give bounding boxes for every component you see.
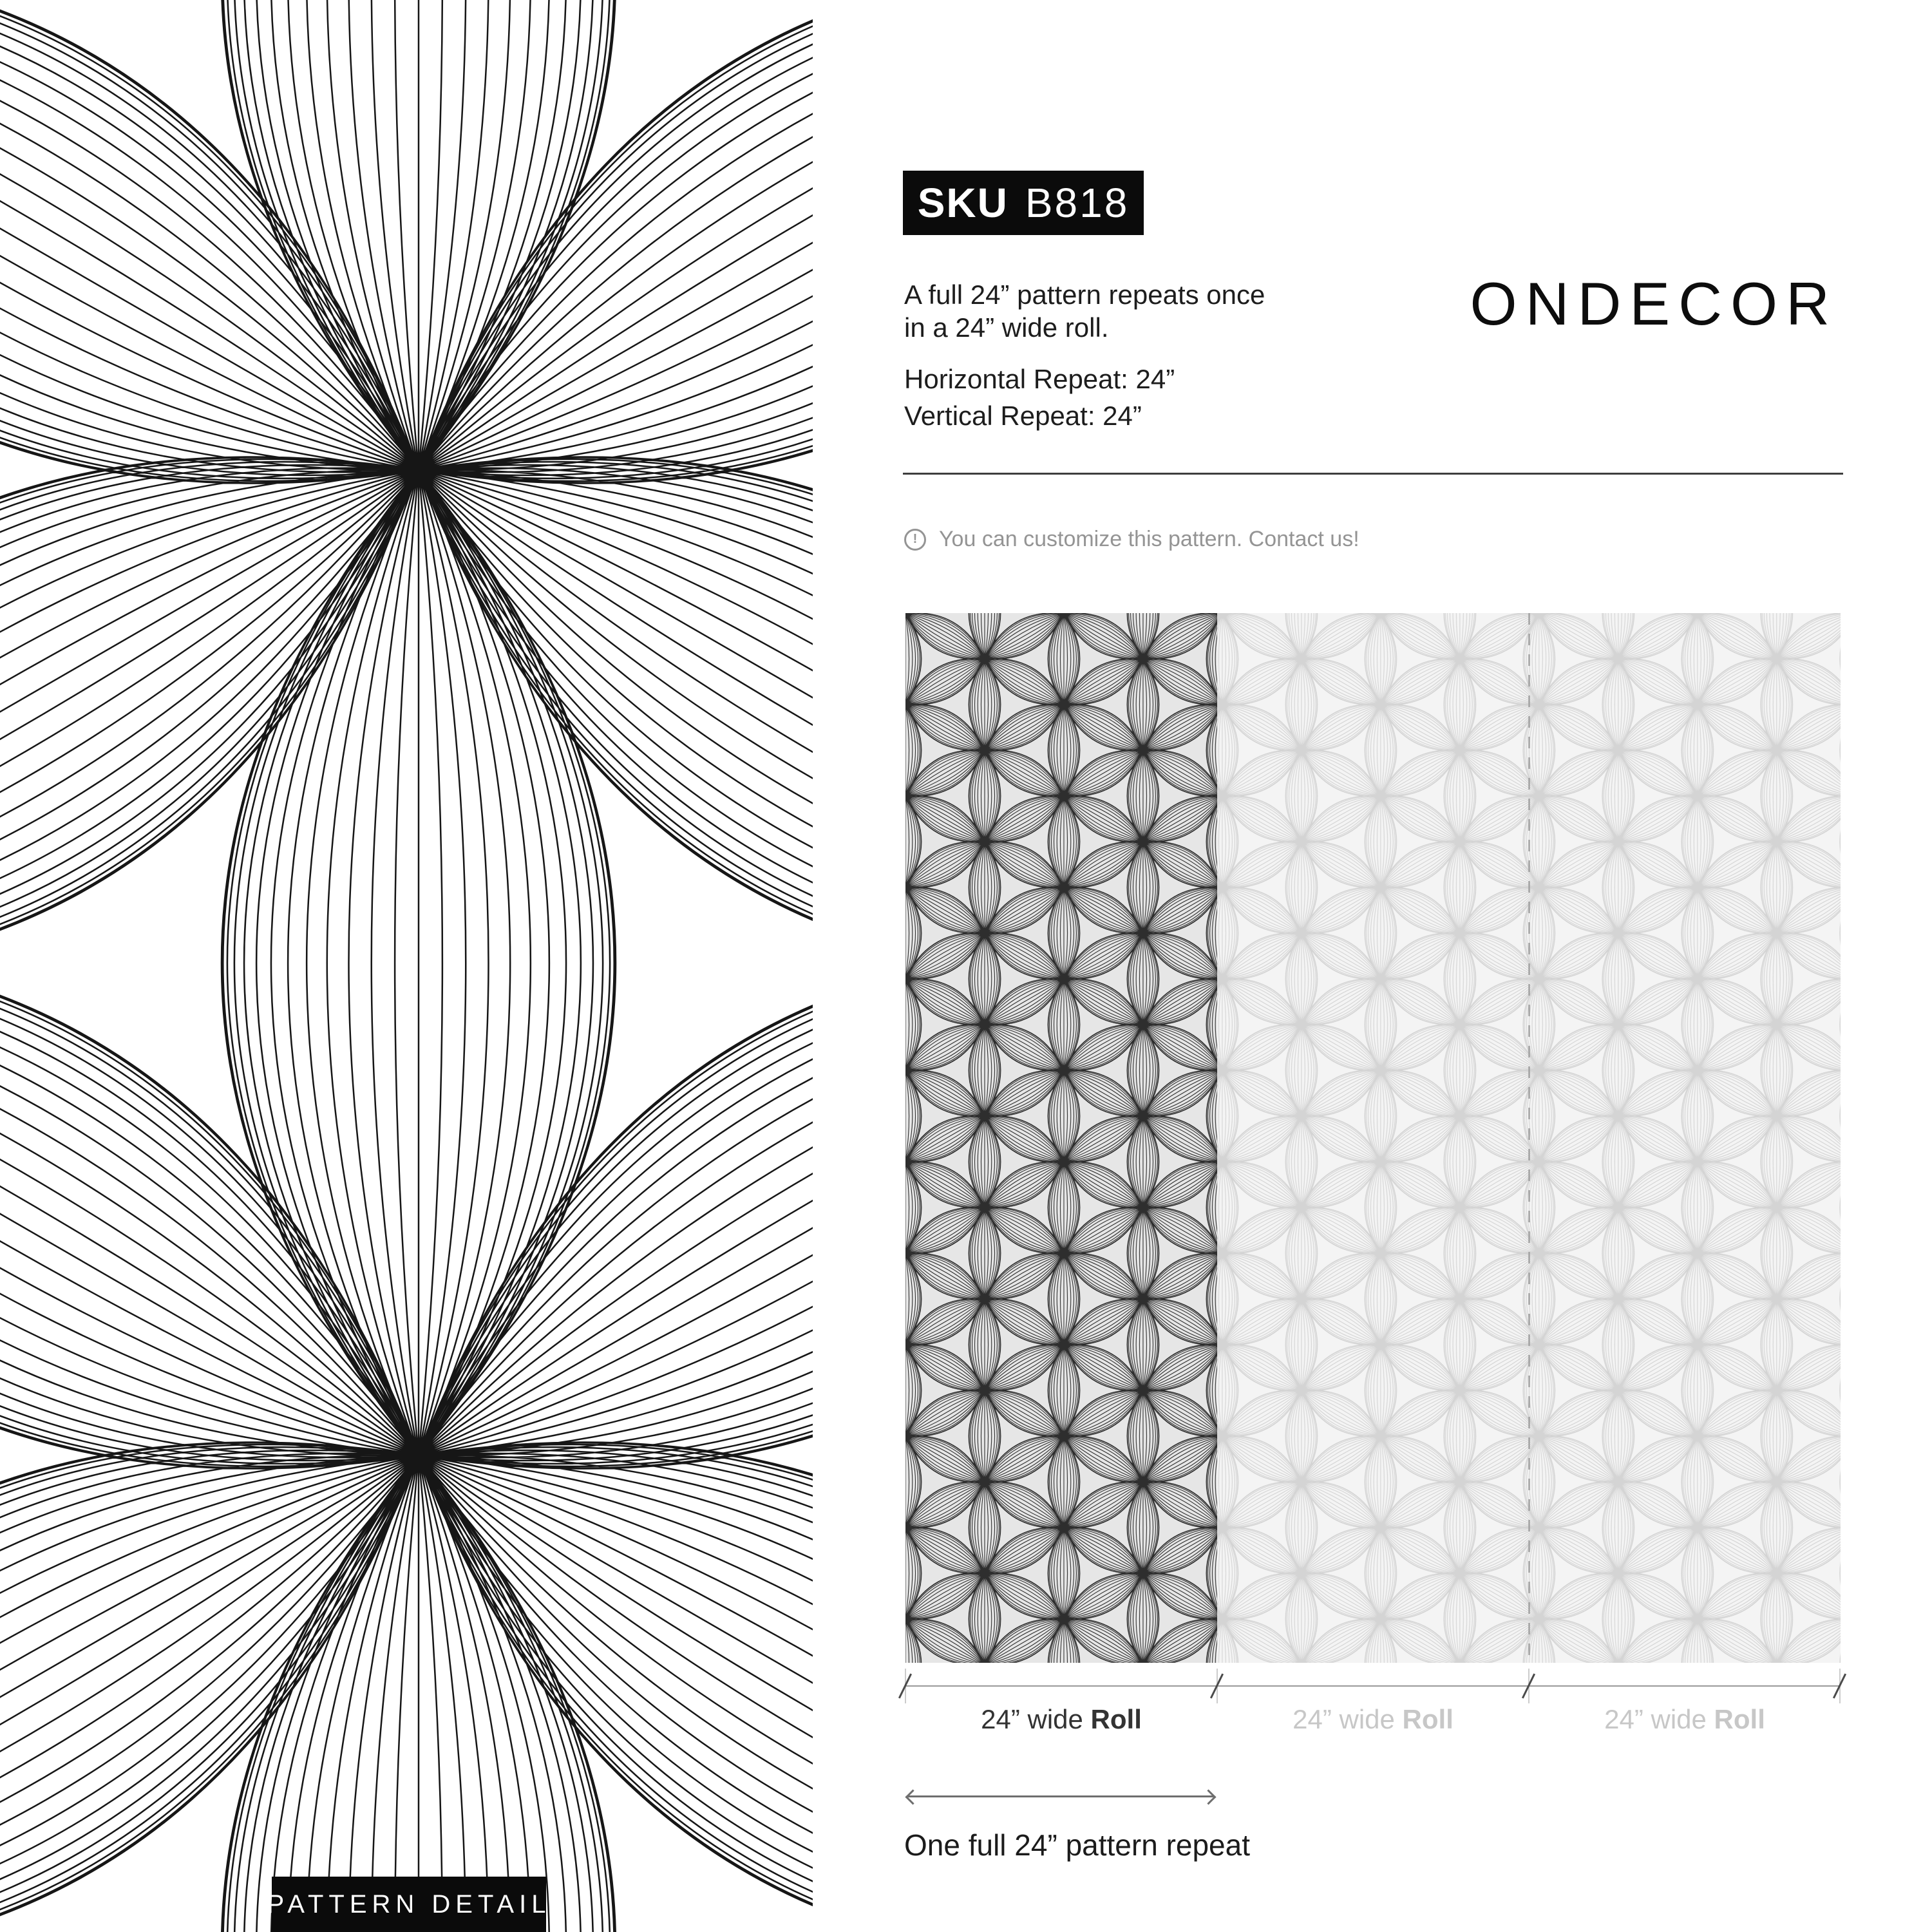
customize-notice-text: You can customize this pattern. Contact us! (939, 527, 1359, 551)
sku-label: SKU (917, 180, 1009, 226)
roll-label-3-prefix: 24” wide (1604, 1704, 1714, 1734)
repeat-description-line2: in a 24” wide roll. (904, 312, 1109, 343)
roll-label-2 (1217, 1704, 1529, 1735)
repeat-specs (904, 361, 1175, 434)
roll-label-3 (1529, 1704, 1841, 1735)
repeat-width-arrow (907, 1790, 1215, 1802)
divider-line (903, 473, 1843, 475)
roll-preview (905, 613, 1841, 1663)
sku-badge (903, 171, 1144, 235)
repeat-description (904, 278, 1265, 344)
roll-label-1-bold: Roll (1090, 1704, 1142, 1734)
pattern-detail-badge (267, 1877, 551, 1932)
arrow-line (908, 1795, 1213, 1797)
repeat-description-line1: A full 24” pattern repeats once (904, 279, 1265, 310)
brand-logo: ONDECOR (1470, 270, 1838, 337)
vertical-repeat: Vertical Repeat: 24” (904, 401, 1142, 431)
horizontal-repeat: Horizontal Repeat: 24” (904, 364, 1175, 394)
roll-label-3-bold: Roll (1714, 1704, 1765, 1734)
customize-notice (904, 527, 1359, 552)
roll-label-2-bold: Roll (1402, 1704, 1454, 1734)
dimension-line (905, 1685, 1841, 1687)
roll-label-1 (905, 1704, 1217, 1735)
pattern-detail-art (0, 0, 813, 1932)
info-icon: ! (904, 529, 926, 551)
roll-label-1-prefix: 24” wide (981, 1704, 1091, 1734)
repeat-note: One full 24” pattern repeat (904, 1828, 1250, 1862)
roll-label-2-prefix: 24” wide (1293, 1704, 1403, 1734)
pattern-detail-label: PATTERN DETAIL (267, 1889, 551, 1918)
arrow-head-right (1200, 1789, 1216, 1804)
sku-value: B818 (1025, 180, 1130, 226)
arrow-head-left (905, 1789, 920, 1804)
